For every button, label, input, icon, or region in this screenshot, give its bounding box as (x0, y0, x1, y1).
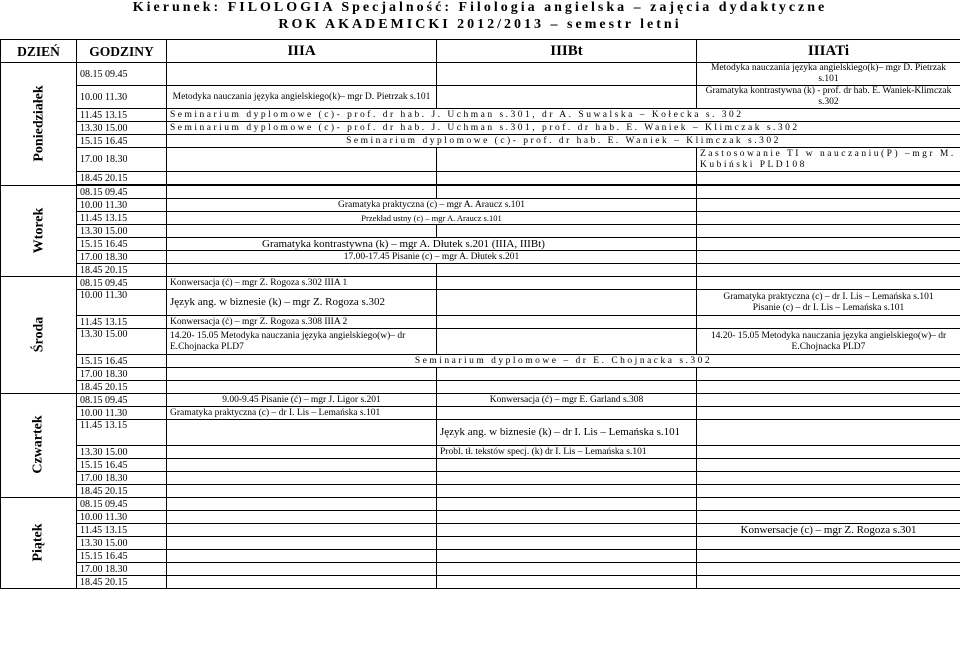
hour-cell: 17.00 18.30 (77, 472, 167, 485)
hour-cell: 15.15 16.45 (77, 135, 167, 148)
hour-cell: 18.45 20.15 (77, 264, 167, 277)
hour-cell: 11.45 13.15 (77, 212, 167, 225)
class-cell: Konwersacja (ć) – mgr Z. Rogoza s.308 IIIA 2 (167, 316, 437, 329)
class-cell: Metodyka nauczania języka angielskiego(k)– mgr D. Pietrzak s.101 (697, 63, 960, 86)
class-cell: Gramatyka kontrastywna (k) - prof. dr hab. E. Waniek-Klimczak s.302 (697, 86, 960, 109)
hour-cell: 15.15 16.45 (77, 550, 167, 563)
class-cell: Zastosowanie TI w nauczaniu(P) –mgr M. Kubiński PLD108 (697, 148, 960, 172)
hour-cell: 18.45 20.15 (77, 381, 167, 394)
hour-cell: 18.45 20.15 (77, 576, 167, 589)
hour-cell: 15.15 16.45 (77, 459, 167, 472)
class-cell: Język ang. w biznesie (k) – dr I. Lis – Lemańska s.101 (437, 420, 697, 446)
hour-cell: 08.15 09.45 (77, 277, 167, 290)
class-cell: Seminarium dyplomowe (c)- prof. dr hab. J. Uchman s.301, dr A. Suwalska – Kołecka s. 302 (167, 109, 960, 122)
hour-cell: 08.15 09.45 (77, 498, 167, 511)
col-group-2: IIIBt (437, 40, 697, 63)
class-cell: Gramatyka praktyczna (c) – dr I. Lis – Lemańska s.101 (167, 407, 437, 420)
class-cell: Język ang. w biznesie (k) – mgr Z. Rogoza s.302 (167, 290, 437, 316)
col-group-1: IIIA (167, 40, 437, 63)
class-cell: Przekład ustny (c) – mgr A. Araucz s.101 (167, 212, 697, 225)
class-cell: Probl. tł. tekstów specj. (k) dr I. Lis – Lemańska s.101 (437, 446, 697, 459)
hour-cell: 08.15 09.45 (77, 186, 167, 199)
class-cell: 9.00-9.45 Pisanie (ć) – mgr J. Ligor s.201 (167, 394, 437, 407)
hour-cell: 08.15 09.45 (77, 394, 167, 407)
hour-cell: 10.00 11.30 (77, 86, 167, 109)
class-cell: 14.20- 15.05 Metodyka nauczania języka angielskiego(w)– dr E.Chojnacka PLD7 (697, 329, 960, 355)
hour-cell: 11.45 13.15 (77, 109, 167, 122)
hour-cell: 13.30 15.00 (77, 225, 167, 238)
day-monday: Poniedziałek (1, 63, 77, 186)
class-cell: 14.20- 15.05 Metodyka nauczania języka angielskiego(w)– dr E.Chojnacka PLD7 (167, 329, 437, 355)
hour-cell: 13.30 15.00 (77, 446, 167, 459)
header-line-1: Kierunek: FILOLOGIA Specjalność: Filologia angielska – zajęcia dydaktyczne (132, 0, 828, 15)
day-wednesday: Środa (1, 277, 77, 394)
hour-cell: 18.45 20.15 (77, 485, 167, 498)
hour-cell: 11.45 13.15 (77, 316, 167, 329)
hour-cell: 10.00 11.30 (77, 407, 167, 420)
class-cell: Metodyka nauczania języka angielskiego(k)– mgr D. Pietrzak s.101 (167, 86, 437, 109)
class-cell: Seminarium dyplomowe – dr E. Chojnacka s.302 (167, 355, 960, 368)
hour-cell: 11.45 13.15 (77, 420, 167, 446)
hour-cell: 13.30 15.00 (77, 537, 167, 550)
hour-cell: 17.00 18.30 (77, 251, 167, 264)
col-hours: GODZINY (77, 40, 167, 63)
class-cell: Gramatyka praktyczna (c) – mgr A. Araucz s.101 (167, 199, 697, 212)
table-header-row (1, 40, 960, 63)
class-cell: Seminarium dyplomowe (c)- prof. dr hab. J. Uchman s.301, prof. dr hab. E. Waniek – Klimczak s.302 (167, 122, 960, 135)
class-cell: Gramatyka kontrastywna (k) – mgr A. Dłutek s.201 (IIIA, IIIBt) (167, 238, 697, 251)
hour-cell: 10.00 11.30 (77, 511, 167, 524)
hour-cell: 18.45 20.15 (77, 172, 167, 185)
hour-cell: 13.30 15.00 (77, 329, 167, 355)
schedule-table (0, 39, 960, 589)
hour-cell: 17.00 18.30 (77, 368, 167, 381)
class-cell: 17.00-17.45 Pisanie (c) – mgr A. Dłutek s.201 (167, 251, 697, 264)
col-day: DZIEŃ (1, 40, 77, 63)
class-cell: Konwersacja (ć) – mgr Z. Rogoza s.302 IIIA 1 (167, 277, 437, 290)
hour-cell: 17.00 18.30 (77, 563, 167, 576)
hour-cell: 10.00 11.30 (77, 290, 167, 316)
hour-cell: 11.45 13.15 (77, 524, 167, 537)
class-cell: Konwersacje (c) – mgr Z. Rogoza s.301 (697, 524, 960, 537)
day-friday: Piątek (1, 498, 77, 589)
hour-cell: 08.15 09.45 (77, 63, 167, 86)
class-cell: Konwersacja (ć) – mgr E. Garland s.308 (437, 394, 697, 407)
hour-cell: 17.00 18.30 (77, 148, 167, 172)
col-group-3: IIIATi (697, 40, 960, 63)
hour-cell: 15.15 16.45 (77, 238, 167, 251)
class-cell: Seminarium dyplomowe (c)- prof. dr hab. E. Waniek – Klimczak s.302 (167, 135, 960, 148)
hour-cell: 13.30 15.00 (77, 122, 167, 135)
class-cell: Gramatyka praktyczna (c) – dr I. Lis – Lemańska s.101 Pisanie (c) – dr I. Lis – Lemańska s.101 (697, 290, 960, 316)
header-line-2: ROK AKADEMICKI 2012/2013 – semestr letni (278, 17, 682, 32)
day-thursday: Czwartek (1, 394, 77, 498)
hour-cell: 15.15 16.45 (77, 355, 167, 368)
day-tuesday: Wtorek (1, 186, 77, 277)
hour-cell: 10.00 11.30 (77, 199, 167, 212)
